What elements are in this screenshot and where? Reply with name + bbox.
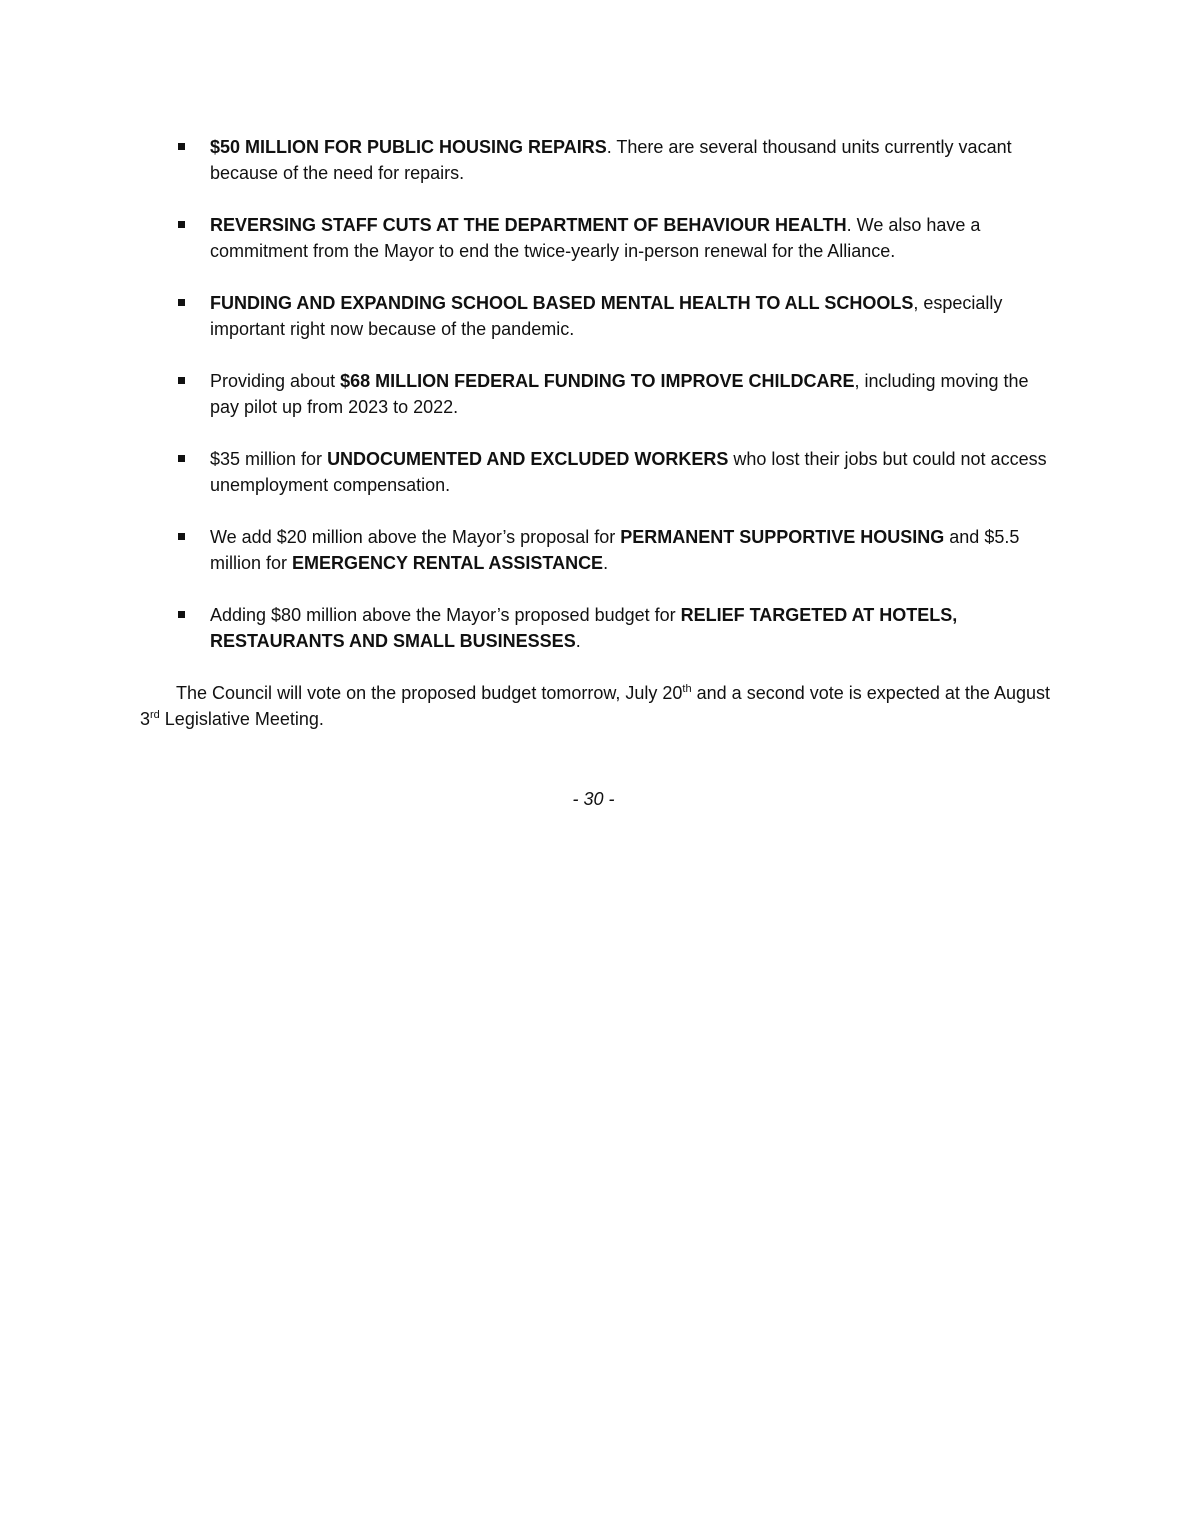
- list-item: [176, 212, 1056, 264]
- closing-text-1: The Council will vote on the proposed budget tomorrow, July 20: [176, 683, 683, 703]
- body-text: and $5.5 million for: [210, 527, 1020, 573]
- bold-text: PERMANENT SUPPORTIVE HOUSING: [620, 527, 945, 547]
- square-bullet-icon: [178, 377, 185, 384]
- body-text: We add $20 million above the Mayor’s proposal for: [210, 527, 621, 547]
- bold-text: $50 MILLION FOR PUBLIC HOUSING REPAIRS: [210, 137, 607, 157]
- list-item: [176, 446, 1056, 498]
- bullet-list: [176, 134, 1056, 680]
- square-bullet-icon: [178, 455, 185, 462]
- list-item: [176, 134, 1056, 186]
- body-text: .: [603, 553, 609, 573]
- closing-text-2: and a second vote is expected at the August 3: [140, 683, 1050, 729]
- square-bullet-icon: [178, 611, 185, 618]
- body-text: . There are several thousand units currently vacant because of the need for repairs.: [210, 137, 1012, 183]
- body-text: . We also have a commitment from the Mayor to end the twice-yearly in-person renewal for the Alliance.: [210, 215, 981, 261]
- bold-text: FUNDING AND EXPANDING SCHOOL BASED MENTAL HEALTH TO ALL SCHOOLS: [210, 293, 914, 313]
- body-text: who lost their jobs but could not access unemployment compensation.: [210, 449, 1047, 495]
- bold-text: EMERGENCY RENTAL ASSISTANCE: [292, 553, 604, 573]
- bold-text: UNDOCUMENTED AND EXCLUDED WORKERS: [327, 449, 729, 469]
- body-text: $35 million for: [210, 449, 328, 469]
- bold-text: $68 MILLION FEDERAL FUNDING TO IMPROVE CHILDCARE: [340, 371, 855, 391]
- list-item: [176, 602, 1056, 654]
- list-item: [176, 290, 1056, 342]
- closing-superscript-2: rd: [150, 709, 160, 721]
- square-bullet-icon: [178, 299, 185, 306]
- square-bullet-icon: [178, 221, 185, 228]
- closing-text-3: Legislative Meeting.: [159, 709, 324, 729]
- list-item: [176, 368, 1056, 420]
- body-text: .: [575, 631, 581, 651]
- body-text: , including moving the pay pilot up from 2023 to 2022.: [210, 371, 1029, 417]
- square-bullet-icon: [178, 143, 185, 150]
- bold-text: RELIEF TARGETED AT HOTELS, RESTAURANTS AND SMALL BUSINESSES: [210, 605, 958, 651]
- closing-paragraph: [140, 680, 1050, 732]
- list-item: [176, 524, 1056, 576]
- body-text: Providing about: [210, 371, 341, 391]
- bold-text: REVERSING STAFF CUTS AT THE DEPARTMENT OF BEHAVIOUR HEALTH: [210, 215, 847, 235]
- square-bullet-icon: [178, 533, 185, 540]
- body-text: , especially important right now because of the pandemic.: [210, 293, 1003, 339]
- page-number: - 30 -: [572, 789, 615, 809]
- closing-superscript-1: th: [682, 683, 692, 695]
- body-text: Adding $80 million above the Mayor’s proposed budget for: [210, 605, 681, 625]
